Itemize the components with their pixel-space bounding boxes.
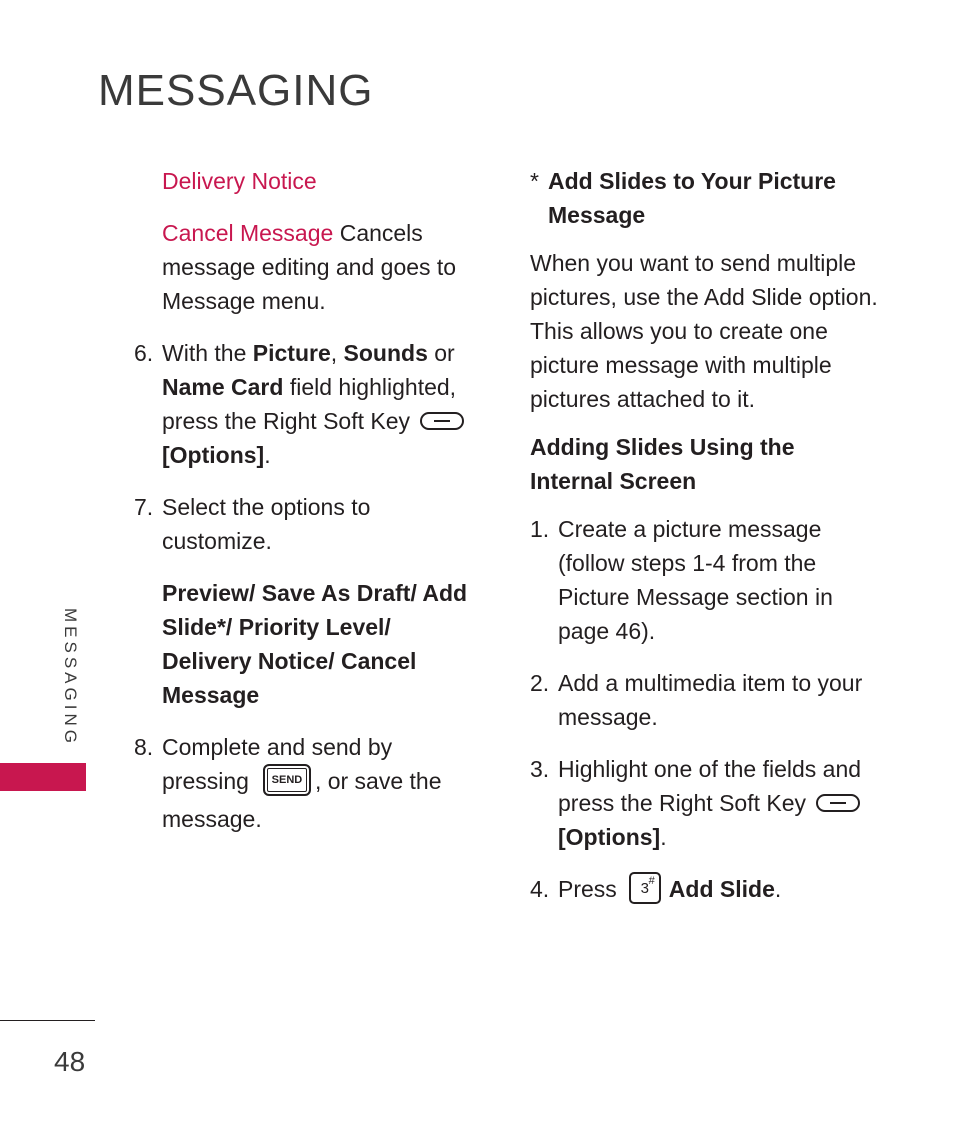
- step-text: , or save the message.: [162, 768, 442, 832]
- add-slide-label: Add Slide: [668, 876, 775, 903]
- name-card-label: Name Card: [162, 374, 284, 400]
- subheading: [530, 430, 880, 498]
- right-step-3: [530, 752, 880, 854]
- step-number: 4.: [530, 876, 550, 902]
- section-tab-bar: [0, 763, 86, 791]
- picture-label: Picture: [252, 340, 331, 366]
- step-number: 8.: [134, 734, 154, 760]
- step-text: or: [427, 340, 455, 366]
- step-7: [134, 490, 479, 558]
- step-number: 2.: [530, 670, 550, 696]
- step-text: .: [660, 824, 667, 850]
- options-label: [Options]: [558, 824, 661, 850]
- right-column: [530, 164, 880, 910]
- footer-divider: [0, 1020, 95, 1021]
- key-3-icon: [629, 872, 661, 904]
- delivery-notice-label: Delivery Notice: [162, 168, 317, 194]
- step-text: Add a multimedia item to your message.: [558, 670, 863, 730]
- step-text: Highlight one of the fields and press the Right Soft Key: [558, 756, 862, 816]
- step-6: [134, 336, 479, 472]
- step-number: 6.: [134, 340, 154, 366]
- cancel-message-desc: Cancels message editing and goes to Message menu.: [162, 220, 457, 314]
- options-list: [134, 576, 479, 712]
- send-key-icon: SEND: [263, 764, 311, 796]
- cancel-message-paragraph: [134, 216, 479, 318]
- right-soft-key-icon: [420, 412, 464, 430]
- sounds-label: Sounds: [343, 340, 428, 366]
- intro-paragraph: When you want to send multiple pictures, use the Add Slide option. This allows you to create one picture message with multiple pictures attached to it.: [530, 250, 878, 412]
- step-text: Select the options to customize.: [162, 494, 371, 554]
- key-3-sup: #: [648, 875, 655, 887]
- key-3-label: 3: [640, 880, 649, 897]
- step-text: .: [264, 442, 271, 468]
- right-step-2: [530, 666, 880, 734]
- right-step-1: [530, 512, 880, 648]
- page-number: 48: [54, 1046, 86, 1077]
- step-8: [134, 730, 479, 836]
- star-mark: *: [530, 168, 539, 194]
- options-label: [Options]: [162, 442, 265, 468]
- star-heading: [530, 164, 880, 232]
- step-text: .: [774, 876, 782, 903]
- step-text: Press: [558, 876, 617, 903]
- add-slides-heading: Add Slides to Your Picture Message: [548, 168, 836, 228]
- page-title: MESSAGING: [98, 66, 374, 115]
- step-text: Create a picture message (follow steps 1-4 from the Picture Message section in page 46).: [558, 516, 833, 644]
- step-text: Complete and send by pressing: [162, 734, 393, 795]
- step-text: field highlighted, press the Right Soft Key: [162, 374, 457, 434]
- options-list-text: Preview/ Save As Draft/ Add Slide*/ Priority Level/ Delivery Notice/ Cancel Message: [162, 580, 468, 708]
- step-text: With the: [162, 340, 253, 366]
- left-column: [134, 164, 479, 836]
- section-tab-label: MESSAGING: [61, 608, 80, 747]
- step-number: 1.: [530, 516, 550, 542]
- cancel-message-label: Cancel Message: [162, 220, 334, 246]
- step-number: 7.: [134, 494, 154, 520]
- step-text: ,: [330, 340, 344, 366]
- subheading-text: Adding Slides Using the Internal Screen: [530, 434, 795, 494]
- right-step-4: [530, 872, 880, 910]
- right-soft-key-icon: [816, 794, 860, 812]
- step-number: 3.: [530, 756, 550, 782]
